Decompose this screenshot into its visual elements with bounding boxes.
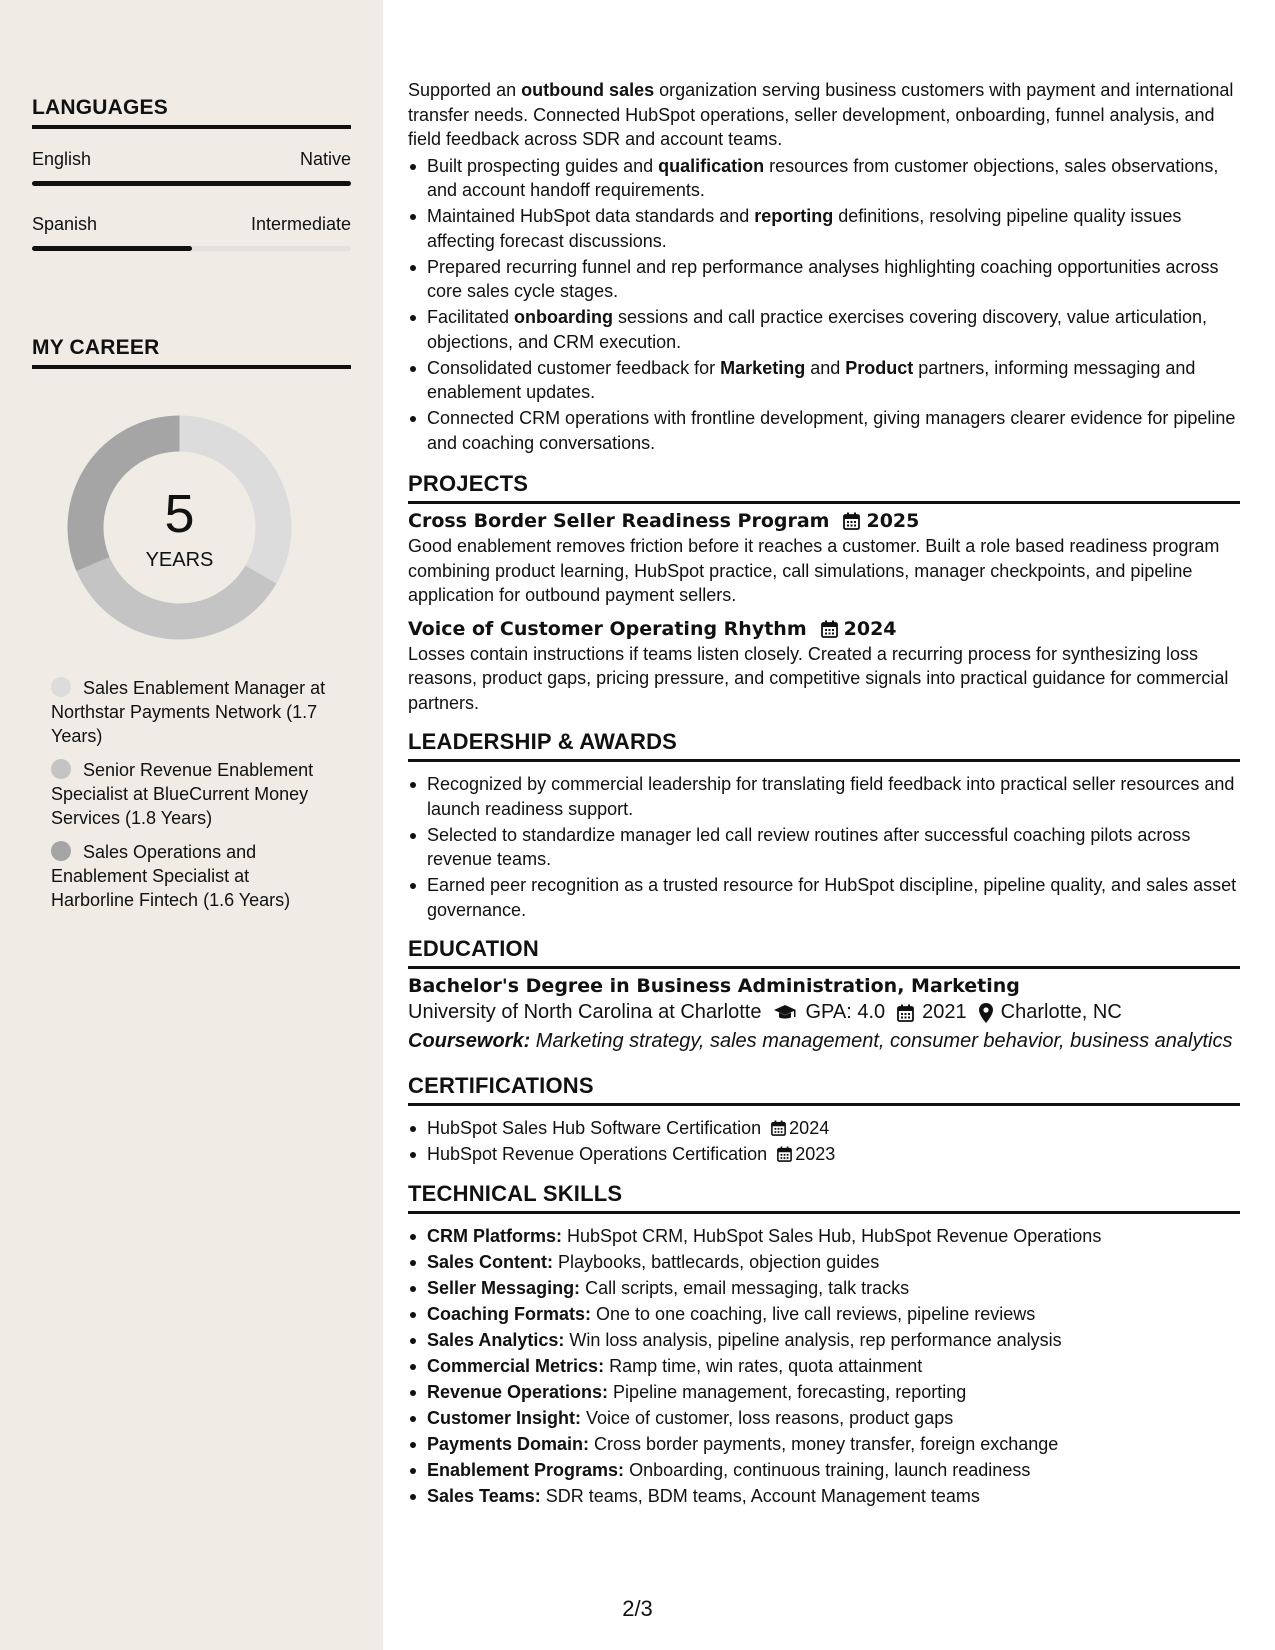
language-spanish (32, 214, 351, 251)
project-title: Voice of Customer Operating Rhythm (408, 617, 807, 640)
skill-value: Ramp time, win rates, quota attainment (604, 1355, 923, 1376)
certification-name: HubSpot Revenue Operations Certification (427, 1144, 768, 1164)
language-level: Native (299, 149, 351, 169)
calendar-icon (843, 512, 860, 530)
location-pin-icon (979, 1003, 993, 1023)
skill-value: Playbooks, battlecards, objection guides (553, 1251, 880, 1272)
certifications-list (408, 1116, 1240, 1167)
language-name: Spanish (32, 214, 98, 234)
skill-value: Cross border payments, money transfer, foreign exchange (589, 1433, 1059, 1454)
experience-bullet: Connected CRM operations with frontline development, giving managers clearer evidence for pipeline and coaching conversations. (408, 406, 1240, 455)
language-english (32, 149, 351, 186)
coursework-text: Marketing strategy, sales management, consumer behavior, business analytics (530, 1030, 1233, 1052)
language-name: English (32, 149, 92, 169)
skills-list (408, 1224, 1240, 1509)
graduation-cap-icon (773, 1004, 797, 1022)
career-section (32, 336, 351, 369)
sidebar (0, 0, 383, 1650)
education-gpa: GPA: 4.0 (805, 1001, 886, 1023)
skill-label: Enablement Programs: (427, 1459, 625, 1480)
calendar-icon (821, 620, 838, 638)
language-level: Intermediate (250, 214, 351, 234)
calendar-icon (897, 1004, 914, 1022)
skill-item (408, 1302, 1240, 1327)
skill-value: Voice of customer, loss reasons, product gaps (581, 1407, 954, 1428)
language-proficiency-fill (32, 246, 192, 251)
skill-label: Commercial Metrics: (427, 1355, 605, 1376)
education-degree: Bachelor's Degree in Business Administration, Marketing (408, 975, 1020, 997)
career-legend-item (51, 758, 331, 830)
leadership-item: Recognized by commercial leadership for translating field feedback into practical seller resources and launch readiness support. (408, 772, 1240, 821)
skill-label: CRM Platforms: (427, 1225, 563, 1246)
project-year: 2024 (843, 617, 897, 640)
career-legend-item (51, 676, 331, 748)
leadership-item: Earned peer recognition as a trusted resource for HubSpot discipline, pipeline quality, and sales asset governance. (408, 873, 1240, 922)
summary-keyword: outbound sales (521, 80, 655, 100)
language-proficiency-bar (32, 181, 351, 186)
experience-bullet: Prepared recurring funnel and rep performance analyses highlighting coaching opportunities across core sales cycle stages. (408, 255, 1240, 304)
skill-value: Onboarding, continuous training, launch readiness (624, 1459, 1031, 1480)
experience-summary (408, 78, 1240, 152)
skill-item (408, 1328, 1240, 1353)
experience-bullets (408, 154, 1240, 456)
skill-item (408, 1224, 1240, 1249)
certification-item (408, 1116, 1240, 1141)
languages-section (32, 96, 351, 251)
career-item-text: Sales Operations and Enablement Specialist at Harborline Fintech (1.6 Years) (51, 842, 291, 910)
skill-label: Sales Content: (427, 1251, 554, 1272)
career-item-text: Sales Enablement Manager at Northstar Payments Network (1.7 Years) (51, 678, 326, 746)
certification-year: 2023 (795, 1144, 836, 1164)
project-item (408, 618, 1240, 716)
project-title: Cross Border Seller Readiness Program (408, 510, 830, 532)
experience-bullet: Built prospecting guides and qualification resources from customer objections, sales observations, and account handoff requirements. (408, 154, 1240, 203)
career-legend (51, 676, 331, 922)
project-year: 2025 (866, 510, 920, 532)
education-school: University of North Carolina at Charlotte (408, 1001, 762, 1023)
skill-item (408, 1354, 1240, 1379)
legend-dot (51, 759, 71, 779)
education-heading: EDUCATION (408, 936, 1240, 969)
summary-text: Supported an (408, 80, 522, 100)
language-proficiency-bar (32, 246, 351, 251)
legend-dot (51, 841, 71, 861)
skill-value: HubSpot CRM, HubSpot Sales Hub, HubSpot Revenue Operations (562, 1225, 1102, 1246)
projects-heading: PROJECTS (408, 471, 1240, 504)
education-coursework (408, 1030, 1240, 1053)
skill-item (408, 1406, 1240, 1431)
languages-heading: LANGUAGES (32, 96, 351, 129)
calendar-icon (777, 1146, 792, 1162)
calendar-icon (771, 1120, 786, 1136)
main-content (408, 78, 1240, 1510)
project-description: Good enablement removes friction before it reaches a customer. Built a role based readiness program combining product learning, HubSpot practice, call simulations, manager checkpoints, and pipeline application for outbound payment sellers. (408, 536, 1220, 605)
skill-value: One to one coaching, live call reviews, pipeline reviews (591, 1303, 1036, 1324)
skill-value: SDR teams, BDM teams, Account Management teams (540, 1485, 980, 1506)
skill-value: Pipeline management, forecasting, reporting (608, 1381, 967, 1402)
skill-item (408, 1432, 1240, 1457)
skill-label: Revenue Operations: (427, 1381, 609, 1402)
summary-text: organization serving business customers with payment and international transfer needs. Connected HubSpot operations, seller development, onboarding, funnel analysis, and field feedback across SDR and account teams. (408, 80, 1234, 149)
skill-value: Win loss analysis, pipeline analysis, rep performance analysis (564, 1329, 1062, 1350)
skill-label: Payments Domain: (427, 1433, 590, 1454)
certification-name: HubSpot Sales Hub Software Certification (427, 1118, 762, 1138)
skill-label: Coaching Formats: (427, 1303, 592, 1324)
language-proficiency-fill (32, 181, 351, 186)
career-years-label: YEARS (145, 549, 214, 571)
project-item (408, 510, 1240, 608)
career-donut-chart (67, 415, 292, 640)
skill-item (408, 1250, 1240, 1275)
skill-label: Sales Analytics: (427, 1329, 565, 1350)
career-legend-item (51, 840, 331, 912)
experience-bullet: Facilitated onboarding sessions and call practice exercises covering discovery, value articulation, objections, and CRM execution. (408, 305, 1240, 354)
leadership-item: Selected to standardize manager led call review routines after successful coaching pilots across revenue teams. (408, 823, 1240, 872)
page-number: 2/3 (622, 1596, 653, 1621)
skill-item (408, 1458, 1240, 1483)
education-item (408, 975, 1240, 1053)
skill-item (408, 1276, 1240, 1301)
career-item-text: Senior Revenue Enablement Specialist at BlueCurrent Money Services (1.8 Years) (51, 760, 314, 828)
project-description: Losses contain instructions if teams listen closely. Created a recurring process for synthesizing loss reasons, product gaps, pricing pressure, and competitive signals into practical guidance for commercial partners. (408, 643, 1229, 713)
experience-bullet: Maintained HubSpot data standards and reporting definitions, resolving pipeline quality issues affecting forecast discussions. (408, 204, 1240, 253)
skill-value: Call scripts, email messaging, talk tracks (580, 1277, 910, 1298)
leadership-heading: LEADERSHIP & AWARDS (408, 729, 1240, 762)
skill-item (408, 1484, 1240, 1509)
career-heading: MY CAREER (32, 336, 351, 369)
skill-label: Sales Teams: (427, 1485, 541, 1506)
experience-bullet: Consolidated customer feedback for Marketing and Product partners, informing messaging and enablement updates. (408, 356, 1240, 405)
certification-year: 2024 (789, 1118, 830, 1138)
education-year: 2021 (922, 1001, 967, 1023)
leadership-list (408, 772, 1240, 922)
skill-item (408, 1380, 1240, 1405)
skill-label: Customer Insight: (427, 1407, 582, 1428)
education-location: Charlotte, NC (1000, 1001, 1122, 1023)
coursework-label: Coursework: (408, 1030, 531, 1052)
skills-heading: TECHNICAL SKILLS (408, 1181, 1240, 1214)
certifications-heading: CERTIFICATIONS (408, 1073, 1240, 1106)
skill-label: Seller Messaging: (427, 1277, 581, 1298)
career-years-number: 5 (164, 484, 195, 544)
certification-item (408, 1142, 1240, 1167)
legend-dot (51, 677, 71, 697)
